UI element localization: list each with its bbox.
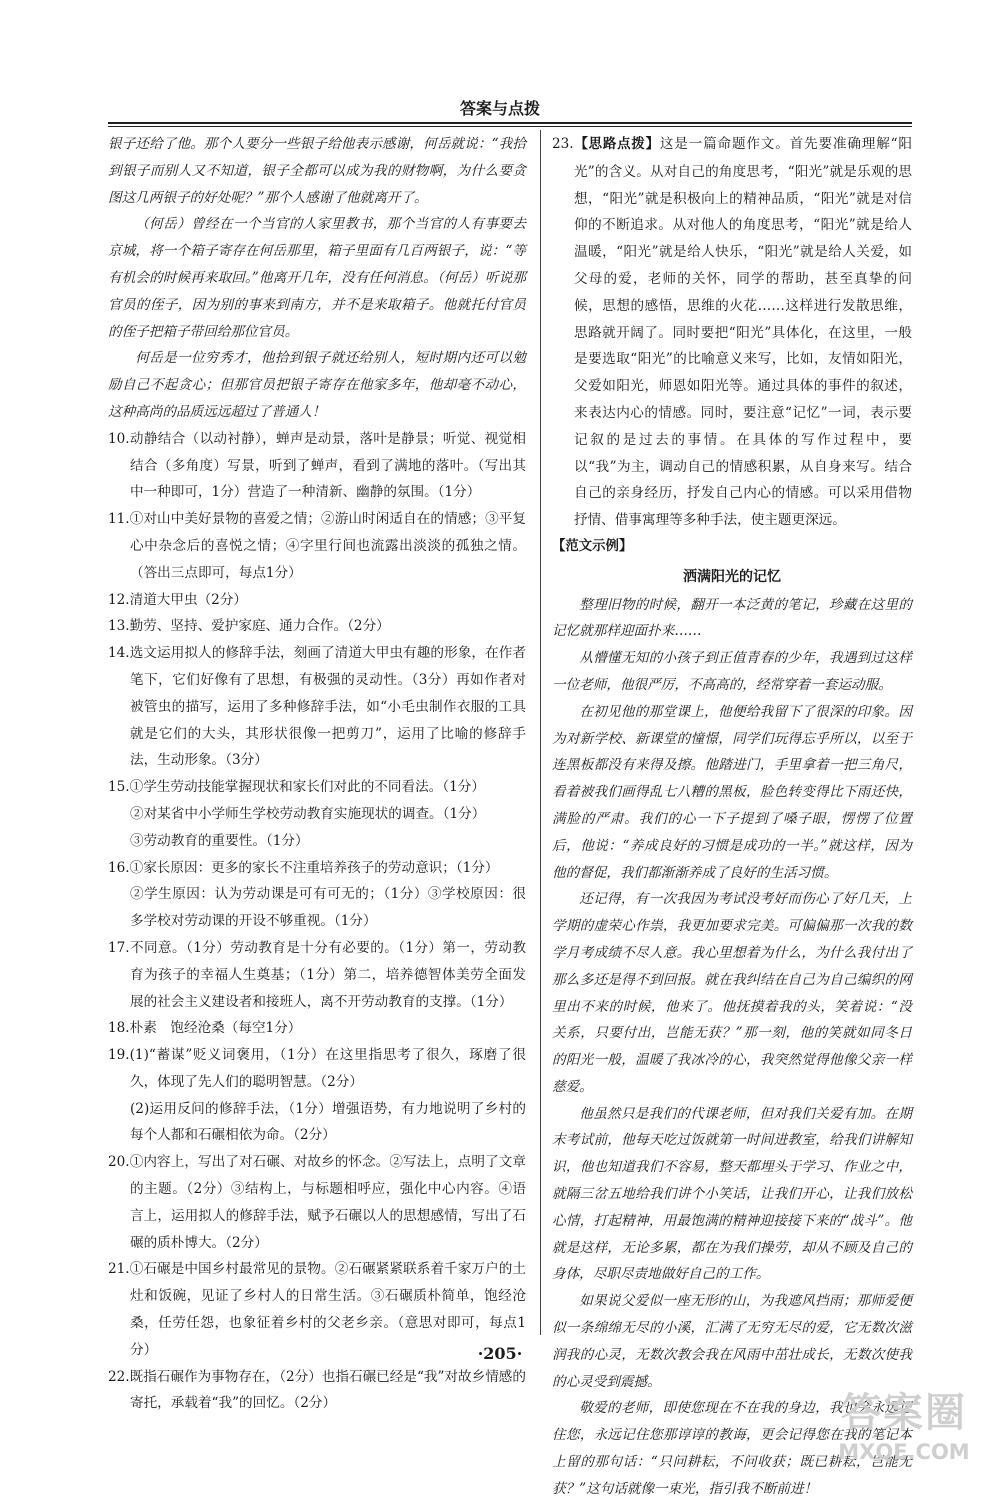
story-paragraph: 何岳是一位穷秀才，他拾到银子就还给别人，短时期内还可以勉励自己不起贪心；但那官员把银子寄存在他家多年，他却毫不动心，这种高尚的品质远远超过了普通人！: [108, 350, 526, 420]
essay-paragraph: 从懵懂无知的小孩子到正值青春的少年，我遇到过这样一位老师，他很严厉，不高高的，经常穿着一套运动服。: [552, 650, 912, 693]
column-divider: [540, 130, 541, 1335]
answer-item-15: 15.①学生劳动技能掌握现状和家长们对此的不同看法。（1分）: [108, 779, 485, 796]
answer-item-12: 12.清道大甲虫（2分）: [108, 591, 248, 608]
essay-paragraph: 还记得，有一次我因为考试没考好而伤心了好几天，上学期的虚荣心作祟，我更加要求完美。可偏偏那一次我的数学月考成绩不尽人意。我心里想着为什么，为什么我付出了那么多还是得不到回报。就在我纠结在自己为自己编织的网里出不来的时候，他来了。他抚摸着我的头，笑着说：“没关系，只要付出，岂能无获？”那一刻，他的笑就如同冬日的阳光一般，温暖了我冰冷的心，我突然觉得他像父亲一样慈爱。: [552, 891, 912, 1095]
header-rule-thick: [108, 122, 912, 124]
story-paragraph: 银子还给了他。那个人要分一些银子给他表示感谢，何岳就说：“我拾到银子而别人又不知道，银子全都可以成为我的财物啊，为什么要贪图这几两银子的好处呢？”那个人感谢了他就离开了。: [108, 136, 526, 206]
answer-item-19-sub: (2)运用反问的修辞手法，（1分）增强语势，有力地说明了乡村的每个人都和石碾相依为命。（2分）: [130, 1100, 526, 1144]
story-paragraph: （何岳）曾经在一个当官的人家里教书，那个当官的人有事要去京城，将一个箱子寄存在何岳那里，箱子里面有几百两银子，说：“等有机会的时候再来取回。”他离开几年，没有任何消息。（何岳）听说那官员的侄子，因为别的事来到南方，并不是来取箱子。他就托付官员的侄子把箱子带回给那位官员。: [108, 216, 526, 340]
answer-item-13: 13.勤劳、坚持、爱护家庭、通力合作。（2分）: [108, 618, 390, 635]
answer-item-14: 14.选文运用拟人的修辞手法，刻画了清道大甲虫有趣的形象，在作者笔下，它们好像有了思想，有极强的灵动性。（3分）再如作者对被管虫的描写，运用了多种修辞手法，如“小毛虫制作衣服的工具就是它们的大头，其形状很像一把剪刀”，运用了比喻的修辞手法，生动形象。（3分）: [108, 645, 526, 769]
answer-item-19: 19.(1)“蓄谋”贬义词褒用，（1分）在这里指思考了很久，琢磨了很久，体现了先人们的聪明智慧。（2分）: [108, 1047, 526, 1090]
essay-paragraph: 他虽然只是我们的代课老师，但对我们关爱有加。在期末考试前，他每天吃过饭就第一时间进教室，给我们讲解知识，他也知道我们不容易，整天都埋头于学习、作业之中，就隔三岔五地给我们讲个小笑话，让我们开心，让我们放松心情，打起精神，用最饱满的精神迎接接下来的“战斗”。他就是这样，无论多累，都在为我们操劳，却从不顾及自己的身体，尽职尽责地做好自己的工作。: [552, 1105, 912, 1283]
page-header: 答案与点拨: [459, 99, 540, 118]
answer-item-22: 22.既指石碾作为事物存在，（2分）也指石碾已经是“我”对故乡情感的寄托，承载着“我”的回忆。（2分）: [108, 1368, 526, 1412]
essay-paragraph: 在初见他的那堂课上，他便给我留下了很深的印象。因为对新学校、新课堂的憧憬，同学们玩得忘乎所以，以至于连黑板都没有来得及擦。他踏进门，手里拿着一把三角尺，看着被我们画得乱七八糟的黑板，脸色转变得比下雨还快，满脸的严肃。我们的心一下子提到了嗓子眼，愣愣了位置后，他说：“养成良好的习惯是成功的一半。”就这样，因为他的督促，我们都渐渐养成了良好的生活习惯。: [552, 703, 912, 881]
watermark-logo: 答案圈: [841, 1390, 967, 1436]
sample-essay-tag: 【范文示例】: [552, 538, 633, 554]
answer-item-20: 20.①内容上，写出了对石碾、对故乡的怀念。②写法上，点明了文章的主题。（2分）③结构上，与标题相呼应，强化中心内容。④语言上，运用拟人的修辞手法，赋予石碾以人的思想感情，写出了石碾的质朴博大。（2分）: [108, 1154, 526, 1251]
essay-title: 洒满阳光的记忆: [683, 568, 781, 585]
essay-paragraph: 整理旧物的时候，翻开一本泛黄的笔记，珍藏在这里的记忆就那样迎面扑来……: [552, 596, 912, 640]
essay-paragraph: 敬爱的老师，即使您现在不在我的身边，我也会永远记住您，永远记住您那谆谆的教诲，更会记得您在我的笔记本上留的那句话：“只问耕耘，不问收获；既已耕耘，岂能无获？”这句话就像一束光，指引我不断前进！: [552, 1400, 912, 1497]
answer-item-11: 11.①对山中美好景物的喜爱之情；②游山时闲适自在的情感；③平复心中杂念后的喜悦之情；④字里行间也流露出淡淡的孤独之情。（答出三点即可，每点1分）: [108, 511, 526, 581]
answer-item-23: 23.【思路点拨】这是一篇命题作文。首先要准确理解“阳光”的含义。从对自己的角度思考，“阳光”就是乐观的思想，“阳光”就是积极向上的精神品质，“阳光”就是对信仰的不断追求。从对他人的角度思考，“阳光”就是给人温暖，“阳光”就是给人快乐，“阳光”就是给人关爱，如父母的爱，老师的关怀，同学的帮助，甚至真挚的问候，思想的感悟，思维的火花……这样进行发散思维，思路就开阔了。同时要把“阳光”具体化，在这里，一般是要选取“阳光”的比喻意义来写，比如，友情如阳光，父爱如阳光，师恩如阳光等。通过具体的事件的叙述，来表达内心的情感。同时，要注意“记忆”一词，表示要记叙的是过去的事情。在具体的写作过程中，要以“我”为主，调动自己的情感积累，从自身来写。结合自己的亲身经历，抒发自己内心的情感。可以采用借物抒情、借事寓理等多种手法，使主题更深远。: [552, 136, 913, 529]
answer-item-21: 21.①石碾是中国乡村最常见的景物。②石碾紧紧联系着千家万户的土灶和饭碗，见证了乡村人的日常生活。③石碾质朴简单，饱经沧桑，任劳任怨，也象征着乡村的父老乡亲。（意思对即可，每点1分）: [108, 1261, 526, 1358]
watermark-url: MXQE.COM: [838, 1440, 970, 1464]
answer-item-16: 16.①家长原因：更多的家长不注重培养孩子的劳动意识；（1分）: [108, 859, 499, 876]
left-column: [108, 131, 526, 1417]
answer-item-15-sub: ②对某省中小学师生学校劳动教育实施现状的调查。（1分）: [130, 805, 486, 822]
page-number: ·205·: [477, 1344, 523, 1363]
essay-paragraph: 如果说父爱似一座无形的山，为我遮风挡雨；那师爱便似一条绵绵无尽的小溪，汇满了无穷无尽的爱，它无数次滋润我的心灵，无数次教会我在风雨中茁壮成长，无数次使我的心灵受到震撼。: [552, 1293, 912, 1390]
answer-item-10: 10.动静结合（以动衬静），蝉声是动景，落叶是静景；听觉、视觉相结合（多角度）写景，听到了蝉声，看到了满地的落叶。（写出其中一种即可，1分）营造了一种清新、幽静的氛围。（1分）: [108, 430, 526, 501]
header-rule-thin: [108, 126, 912, 127]
answer-item-16-sub: ②学生原因：认为劳动课是可有可无的；（1分）③学校原因：很多学校对劳动课的开设不够重视。（1分）: [130, 886, 526, 930]
answer-item-18: 18.朴素 饱经沧桑（每空1分）: [108, 1020, 302, 1037]
right-column: [552, 131, 912, 1503]
answer-item-17: 17.不同意。（1分）劳动教育是十分有必要的。（1分）第一，劳动教育为孩子的幸福人生奠基；（1分）第二，培养德智体美劳全面发展的社会主义建设者和接班人，离不开劳动教育的支撑。（1分）: [108, 939, 526, 1010]
answer-item-15-sub: ③劳动教育的重要性。（1分）: [130, 832, 309, 849]
analysis-tag: 【思路点拨】: [573, 137, 660, 152]
